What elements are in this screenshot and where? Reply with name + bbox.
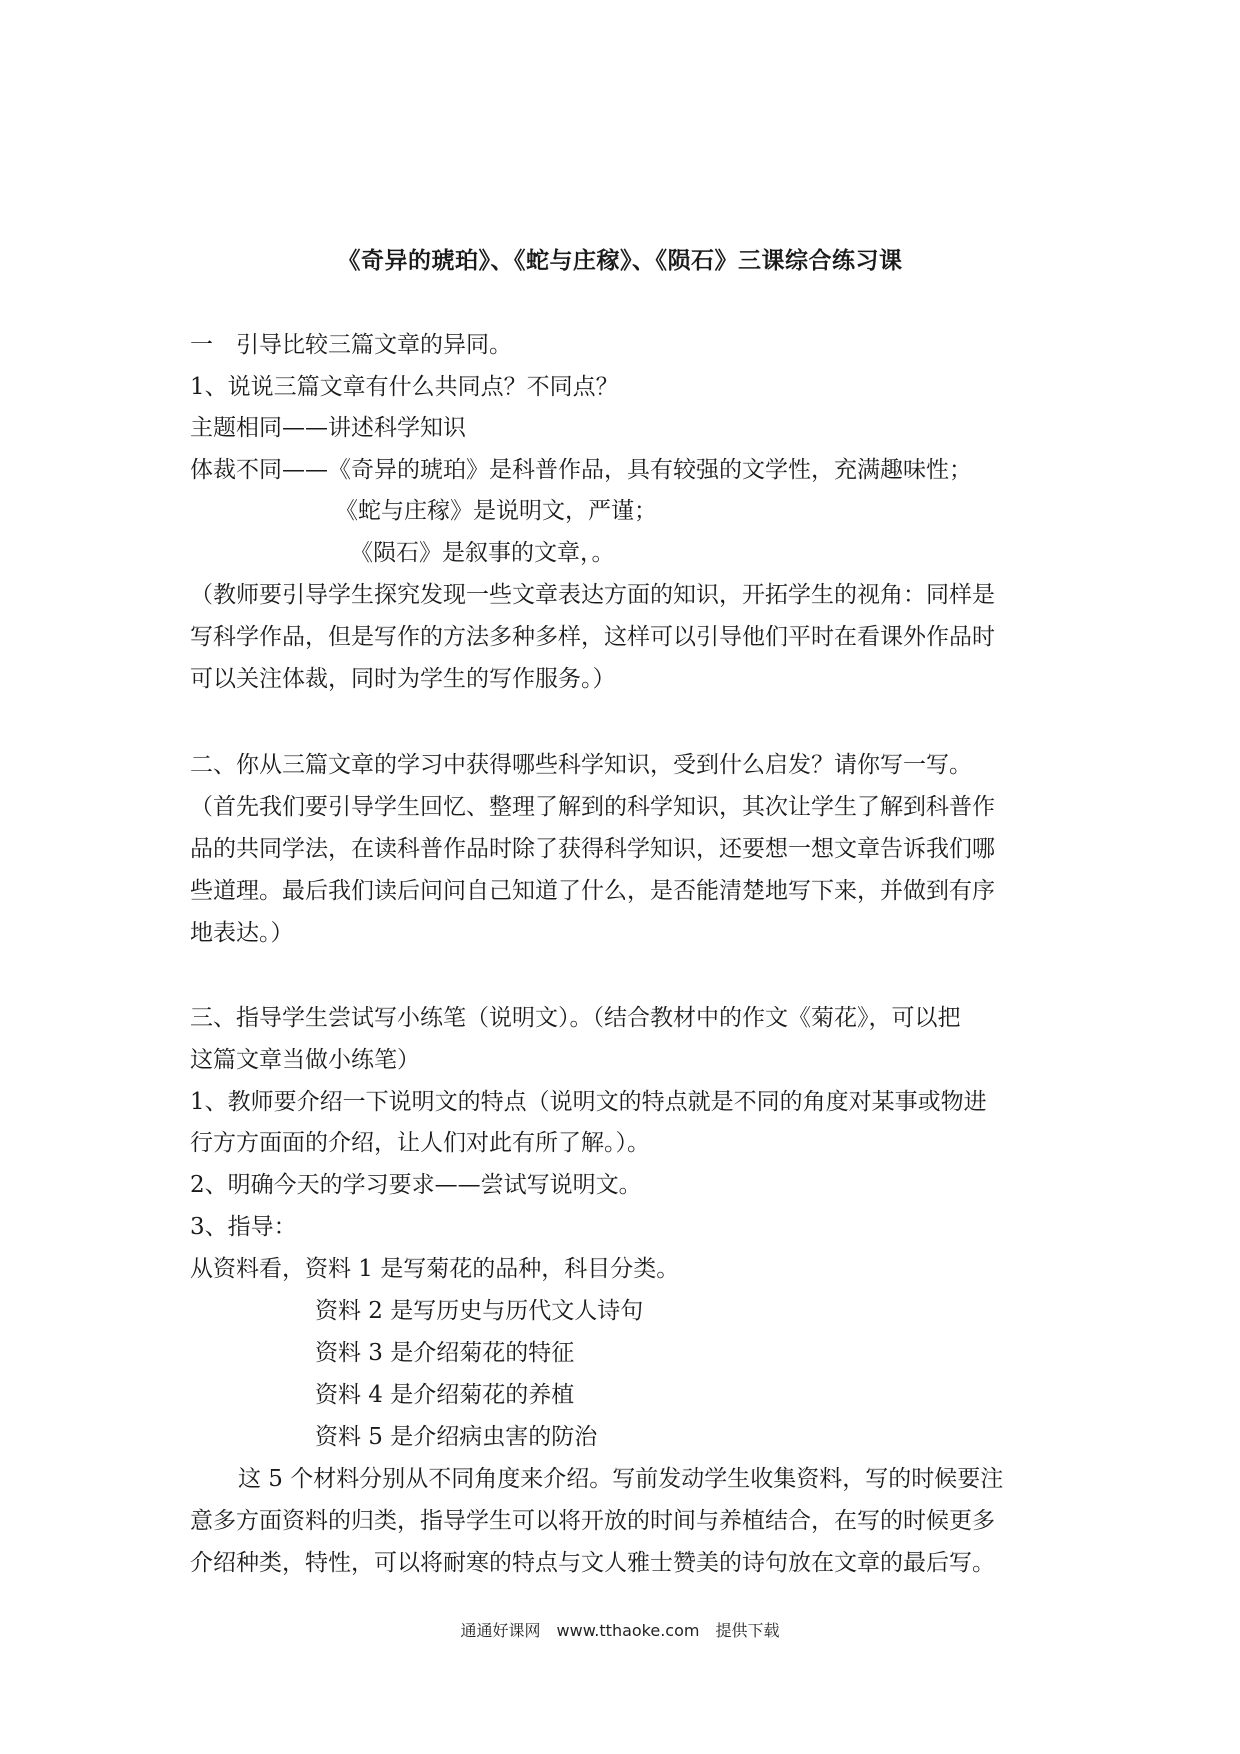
paragraph-line: 资料 4 是介绍菊花的养植 — [315, 1382, 575, 1408]
paragraph-line: 行方方面面的介绍，让人们对此有所了解。）。 — [190, 1130, 650, 1156]
paragraph-line: 资料 3 是介绍菊花的特征 — [315, 1340, 575, 1366]
paragraph-line: 从资料看，资料 1 是写菊花的品种，科目分类。 — [190, 1256, 680, 1282]
paragraph-line: 1、说说三篇文章有什么共同点？不同点？ — [190, 374, 619, 400]
page-footer: 通通好课网 www.tthaoke.com 提供下载 — [460, 1621, 780, 1640]
paragraph-line: 资料 2 是写历史与历代文人诗句 — [315, 1298, 644, 1324]
paragraph-line: 这 5 个材料分别从不同角度来介绍。写前发动学生收集资料，写的时候要注 — [238, 1466, 1004, 1492]
paragraph-line: 写科学作品，但是写作的方法多种多样，这样可以引导他们平时在看课外作品时 — [190, 624, 995, 650]
paragraph-line: 3、指导： — [190, 1214, 297, 1240]
paragraph-line: 《陨石》是叙事的文章，。 — [350, 540, 615, 566]
paragraph-line: 意多方面资料的归类，指导学生可以将开放的时间与养植结合，在写的时候更多 — [190, 1508, 995, 1534]
paragraph-line: 些道理。最后我们读后问问自己知道了什么，是否能清楚地写下来，并做到有序 — [190, 878, 995, 904]
paragraph-line: （首先我们要引导学生回忆、整理了解到的科学知识，其次让学生了解到科普作 — [190, 794, 995, 820]
paragraph-line: 体裁不同——《奇异的琥珀》是科普作品，具有较强的文学性，充满趣味性； — [190, 457, 972, 483]
paragraph-line: 可以关注体裁，同时为学生的写作服务。） — [190, 666, 616, 692]
paragraph-line: 1、教师要介绍一下说明文的特点（说明文的特点就是不同的角度对某事或物进 — [190, 1089, 987, 1115]
paragraph-line: 品的共同学法，在读科普作品时除了获得科学知识，还要想一想文章告诉我们哪 — [190, 836, 995, 862]
document-title: 《奇异的琥珀》、《蛇与庄稼》、《陨石》三课综合练习课 — [337, 247, 903, 274]
section-2-heading: 二、你从三篇文章的学习中获得哪些科学知识，受到什么启发？请你写一写。 — [190, 752, 972, 778]
paragraph-line: 2、明确今天的学习要求——尝试写说明文。 — [190, 1172, 642, 1198]
paragraph-line: 资料 5 是介绍病虫害的防治 — [315, 1424, 598, 1450]
paragraph-line: 主题相同——讲述科学知识 — [190, 415, 466, 441]
paragraph-line: 介绍种类，特性，可以将耐寒的特点与文人雅士赞美的诗句放在文章的最后写。 — [190, 1550, 995, 1576]
section-1-heading: 一 引导比较三篇文章的异同。 — [190, 332, 512, 358]
section-3-heading: 三、指导学生尝试写小练笔（说明文）。（结合教材中的作文《菊花》，可以把 — [190, 1005, 961, 1031]
paragraph-line: 这篇文章当做小练笔） — [190, 1047, 420, 1073]
paragraph-line: （教师要引导学生探究发现一些文章表达方面的知识，开拓学生的视角：同样是 — [190, 582, 995, 608]
paragraph-line: 地表达。） — [190, 920, 294, 946]
paragraph-line: 《蛇与庄稼》是说明文，严谨； — [335, 498, 657, 524]
